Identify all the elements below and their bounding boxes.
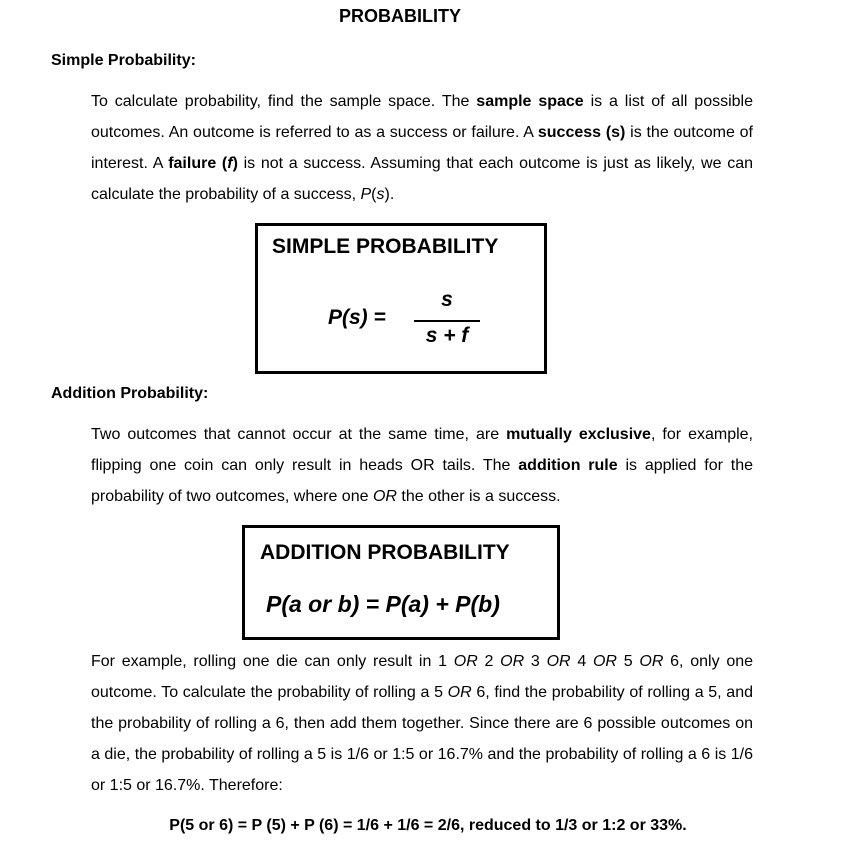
simple-probability-box: [255, 223, 547, 374]
addition-probability-box: [242, 525, 560, 640]
formula-lhs: P(s) =: [328, 306, 386, 329]
simple-probability-box-title: SIMPLE PROBABILITY: [272, 235, 499, 258]
fraction-numerator: s: [441, 288, 453, 311]
simple-probability-paragraph: To calculate probability, find the sample space. The sample space is a list of all possible outcomes. An outcome is referred to as a success or failure. A success (s) is the outcome of interest. A failure (f) is not a success. Assuming that each outcome is just as likely, we can calculate the probability of a success, P(s).: [91, 93, 754, 203]
addition-probability-paragraph: Two outcomes that cannot occur at the same time, are mutually exclusive, for example, flipping one coin can only result in heads OR tails. The addition rule is applied for the probability of two outcomes, where one OR the other is a success.: [91, 426, 753, 505]
section-heading-simple: Simple Probability:: [51, 52, 196, 69]
fraction-bar: [414, 320, 480, 322]
addition-probability-box-title: ADDITION PROBABILITY: [260, 541, 510, 564]
fraction-denominator: s + f: [425, 324, 469, 347]
final-calculation: P(5 or 6) = P (5) + P (6) = 1/6 + 1/6 = 2/6, reduced to 1/3 or 1:2 or 33%.: [169, 817, 687, 834]
section-heading-addition: Addition Probability:: [51, 385, 209, 402]
addition-formula: P(a or b) = P(a) + P(b): [266, 591, 500, 617]
example-paragraph: For example, rolling one die can only result in 1 OR 2 OR 3 OR 4 OR 5 OR 6, only one outcome. To calculate the probability of rolling a 5 OR 6, find the probability of rolling a 5, and the probability of rolling a 6, then add them together. Since there are 6 possible outcomes on a die, the probability of rolling a 5 is 1/6 or 1:5 or 16.7% and the probability of rolling a 6 is 1/6 or 1:5 or 16.7%. Therefore:: [91, 653, 754, 794]
page-title: PROBABILITY: [338, 6, 461, 26]
